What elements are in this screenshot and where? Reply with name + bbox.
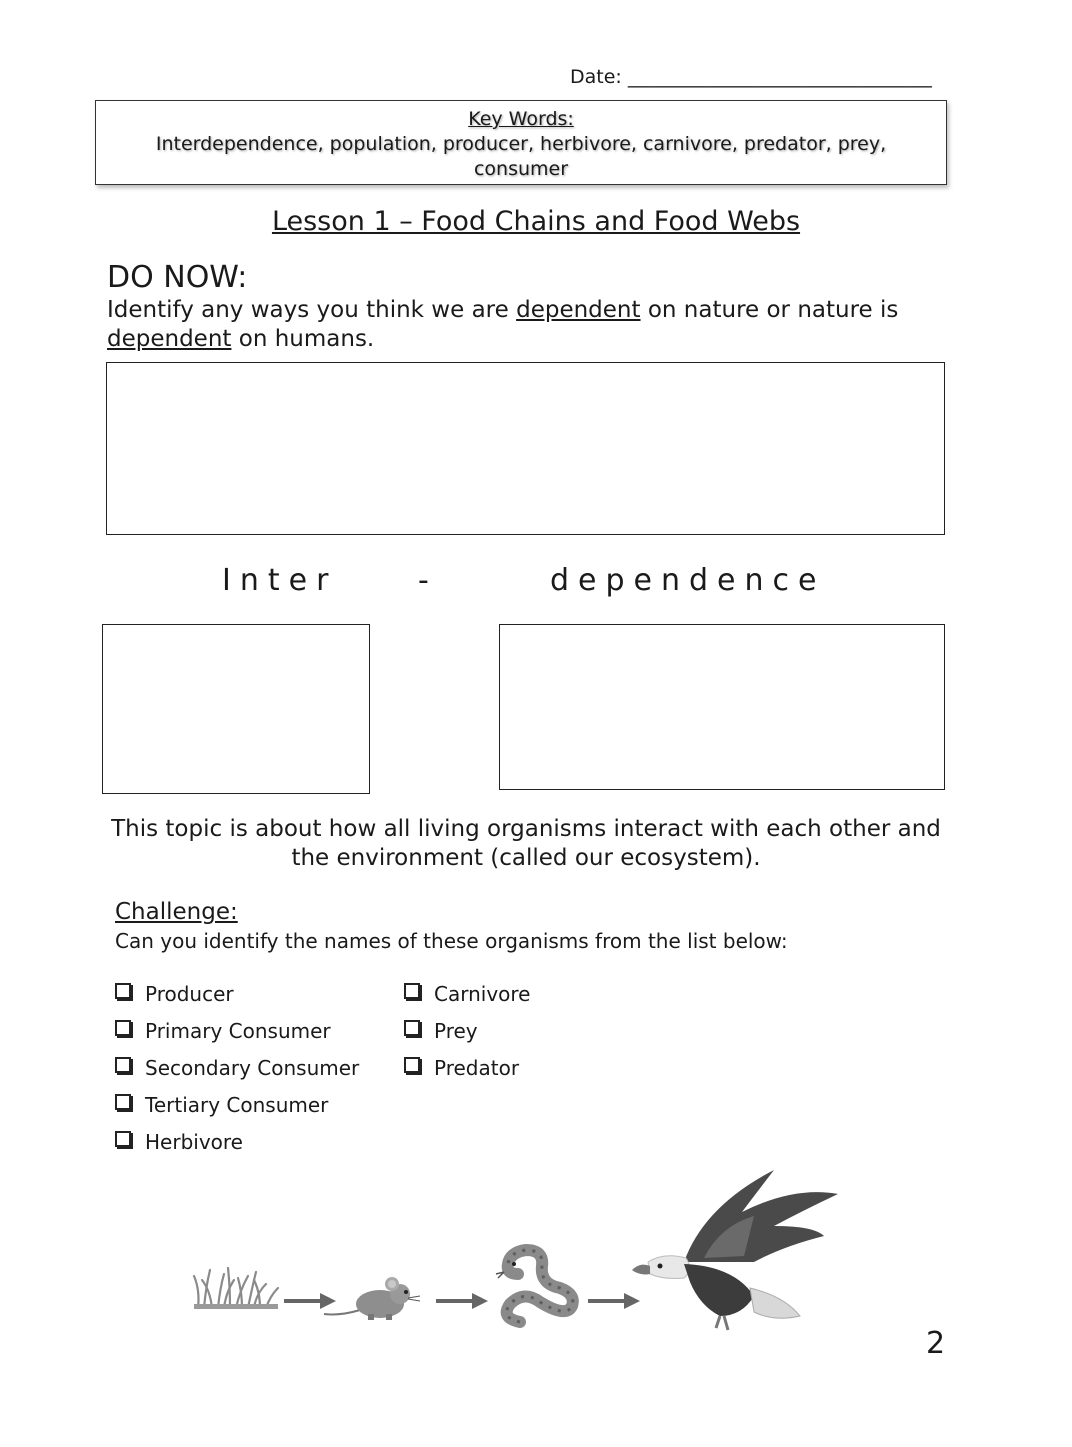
- challenge-heading: Challenge:: [115, 899, 238, 925]
- inter-answer-box[interactable]: [102, 624, 370, 794]
- list-item-label: Producer: [145, 982, 234, 1006]
- list-item[interactable]: [404, 1019, 478, 1043]
- list-item-label: Primary Consumer: [145, 1019, 331, 1043]
- list-item-label: Herbivore: [145, 1130, 243, 1154]
- list-item-label: Carnivore: [434, 982, 531, 1006]
- checkbox-icon[interactable]: [115, 1057, 131, 1073]
- challenge-instruction: Can you identify the names of these organisms from the list below:: [115, 929, 788, 953]
- checkbox-icon[interactable]: [404, 983, 420, 999]
- arrow-icon: [436, 1292, 488, 1310]
- hyphen-label: -: [418, 563, 438, 598]
- list-item-label: Predator: [434, 1056, 520, 1080]
- list-item[interactable]: [115, 982, 234, 1006]
- do-now-answer-box[interactable]: [106, 362, 945, 535]
- list-item-label: Tertiary Consumer: [145, 1093, 329, 1117]
- checkbox-icon[interactable]: [115, 1131, 131, 1147]
- do-now-text-1: Identify any ways you think we are: [107, 297, 517, 323]
- snake-icon: [490, 1244, 580, 1334]
- checkbox-icon[interactable]: [115, 1020, 131, 1036]
- topic-description: This topic is about how all living organisms interact with each other and the environment (called our ecosystem).: [111, 816, 941, 871]
- key-words-line-1: Interdependence, population, producer, herbivore, carnivore, predator, prey,: [155, 133, 887, 155]
- dependence-label: dependence: [550, 563, 826, 598]
- lesson-title: Lesson 1 – Food Chains and Food Webs: [271, 206, 801, 237]
- list-item[interactable]: [404, 1056, 519, 1080]
- list-item[interactable]: [115, 1056, 359, 1080]
- grass-icon: [190, 1262, 282, 1312]
- do-now-text-2: on nature or nature is: [640, 297, 899, 323]
- checkbox-icon[interactable]: [115, 983, 131, 999]
- do-now-prompt: [107, 296, 947, 354]
- checkbox-icon[interactable]: [115, 1094, 131, 1110]
- key-words-box: [95, 100, 947, 185]
- list-item-label: Prey: [434, 1019, 478, 1043]
- do-now-heading: DO NOW:: [107, 260, 248, 295]
- dependence-answer-box[interactable]: [499, 624, 945, 790]
- date-label: Date: ________________________________: [570, 66, 932, 88]
- list-item[interactable]: [115, 1093, 328, 1117]
- list-item-label: Secondary Consumer: [145, 1056, 360, 1080]
- checkbox-icon[interactable]: [404, 1057, 420, 1073]
- list-item[interactable]: [115, 1019, 331, 1043]
- inter-label: Inter: [222, 563, 338, 598]
- do-now-text-3: on humans.: [231, 326, 375, 352]
- key-words-title: Key Words:: [468, 108, 574, 130]
- checkbox-icon[interactable]: [404, 1020, 420, 1036]
- dependent-word-2: dependent: [107, 326, 232, 352]
- key-words-line-2: consumer: [473, 158, 569, 180]
- eagle-icon: [624, 1166, 844, 1338]
- list-item-partial[interactable]: [115, 1130, 243, 1154]
- dependent-word-1: dependent: [516, 297, 641, 323]
- list-item[interactable]: [404, 982, 530, 1006]
- mouse-icon: [320, 1272, 426, 1324]
- page-number: 2: [926, 1326, 946, 1361]
